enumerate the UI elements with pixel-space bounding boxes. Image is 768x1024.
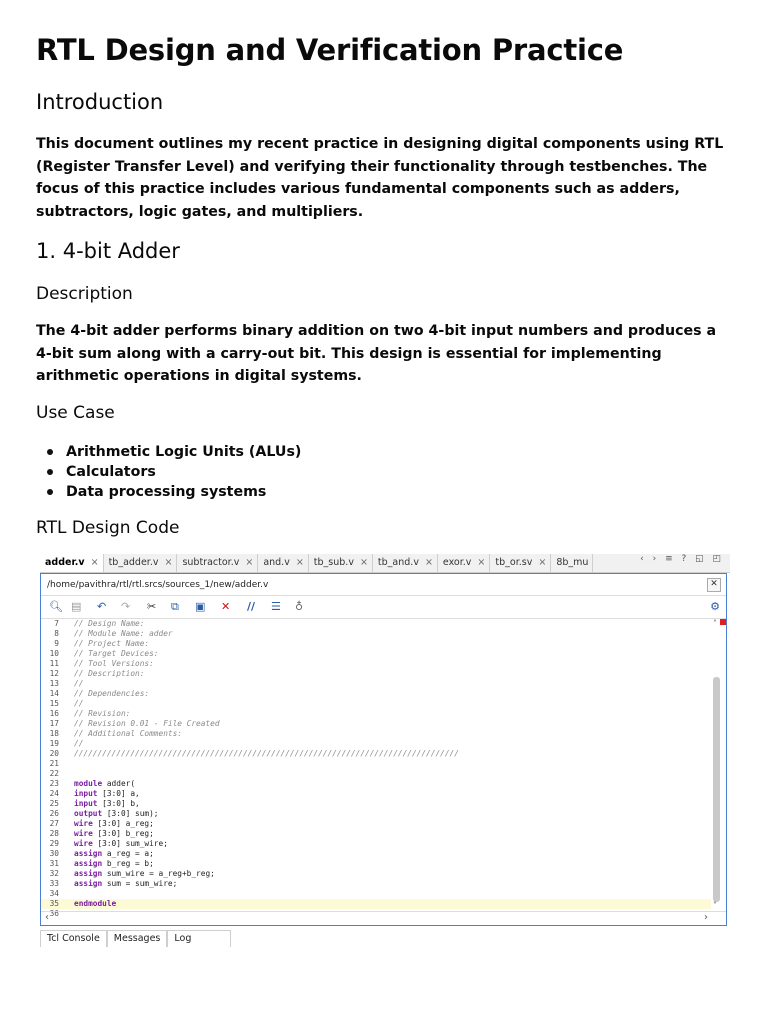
delete-icon[interactable]: ✕ — [221, 600, 231, 613]
editor-tab[interactable] — [373, 554, 438, 572]
code-line — [41, 759, 711, 769]
list-item: Arithmetic Logic Units (ALUs) — [44, 442, 301, 462]
line-number: 35 — [49, 899, 59, 908]
code-text: // Design Name: — [74, 619, 145, 628]
code-text: assign sum = sum_wire; — [74, 879, 178, 888]
editor-tab[interactable] — [551, 554, 593, 572]
line-number: 33 — [49, 879, 59, 888]
line-number: 14 — [49, 689, 59, 698]
horizontal-scrollbar[interactable] — [41, 911, 726, 926]
line-number: 27 — [49, 819, 59, 828]
code-line — [41, 769, 711, 779]
editor-tab-label: adder.v — [45, 557, 85, 568]
code-text: // Revision 0.01 - File Created — [74, 719, 220, 728]
save-icon[interactable]: ▤ — [71, 600, 82, 613]
line-number: 13 — [49, 679, 59, 688]
line-number: 7 — [54, 619, 59, 628]
code-line — [41, 829, 711, 839]
editor-tab[interactable] — [490, 554, 551, 572]
line-number: 29 — [49, 839, 59, 848]
list-item: Calculators — [44, 462, 301, 482]
line-number: 23 — [49, 779, 59, 788]
line-number: 28 — [49, 829, 59, 838]
editor-tab-bar — [40, 554, 730, 573]
close-icon[interactable]: ✕ — [707, 578, 721, 592]
line-number: 19 — [49, 739, 59, 748]
code-line — [41, 689, 711, 699]
line-number: 25 — [49, 799, 59, 808]
code-keyword: assign — [74, 869, 103, 878]
line-number: 9 — [54, 639, 59, 648]
editor-tab-label: subtractor.v — [182, 557, 240, 568]
code-line — [41, 809, 711, 819]
line-number: 21 — [49, 759, 59, 768]
line-number: 8 — [54, 629, 59, 638]
line-number: 15 — [49, 699, 59, 708]
code-text: assign sum_wire = a_reg+b_reg; — [74, 869, 215, 878]
tab-close-icon[interactable]: × — [164, 557, 173, 568]
code-keyword: input — [74, 789, 98, 798]
line-number: 34 — [49, 889, 59, 898]
code-text: // Project Name: — [74, 639, 150, 648]
tab-close-icon[interactable]: × — [245, 557, 254, 568]
code-text: // Additional Comments: — [74, 729, 182, 738]
tab-close-icon[interactable]: × — [359, 557, 368, 568]
line-number: 11 — [49, 659, 59, 668]
tab-messages[interactable]: Messages — [107, 930, 168, 947]
code-line — [41, 749, 711, 759]
editor-tab-label: tb_or.sv — [495, 557, 533, 568]
editor-tab[interactable] — [177, 554, 258, 572]
code-line — [41, 719, 711, 729]
code-line — [41, 869, 711, 879]
code-text: assign b_reg = b; — [74, 859, 154, 868]
code-text: input [3:0] a, — [74, 789, 140, 798]
code-text: ////////////////////////////////////////////////////////////////////////////////// — [74, 749, 459, 758]
bulb-icon[interactable]: ♁ — [295, 600, 304, 613]
scrollbar-thumb[interactable] — [713, 677, 720, 902]
use-case-list — [44, 442, 301, 502]
editor-tab-label: and.v — [263, 557, 290, 568]
code-keyword: assign — [74, 879, 103, 888]
code-text: output [3:0] sum); — [74, 809, 159, 818]
code-area[interactable] — [41, 619, 711, 919]
scroll-down-icon[interactable]: ˅ — [713, 901, 717, 910]
tab-tcl-console[interactable]: Tcl Console — [40, 930, 107, 947]
line-number: 22 — [49, 769, 59, 778]
scroll-right-icon[interactable]: › — [704, 912, 708, 923]
code-keyword: endmodule — [74, 899, 117, 908]
code-text: // — [74, 679, 84, 688]
tab-close-icon[interactable]: × — [424, 557, 433, 568]
file-path-bar — [41, 574, 726, 596]
tab-close-icon[interactable]: × — [90, 557, 99, 568]
indent-icon[interactable]: ☰ — [271, 600, 281, 613]
use-case-heading: Use Case — [36, 403, 115, 423]
line-number: 16 — [49, 709, 59, 718]
line-number: 26 — [49, 809, 59, 818]
line-number: 17 — [49, 719, 59, 728]
tab-log[interactable]: Log — [167, 930, 231, 947]
line-number: 20 — [49, 749, 59, 758]
tab-close-icon[interactable]: × — [295, 557, 304, 568]
description-paragraph: The 4-bit adder performs binary addition on two 4-bit input numbers and produces a 4-bit sum along with a carry-out bit. This design is essential for implementing arithmetic operations in digital systems. — [36, 323, 717, 384]
section-adder-heading: 1. 4-bit Adder — [36, 239, 180, 263]
tab-controls[interactable]: ‹ › ≡ ? ◱ ◰ — [640, 554, 724, 564]
editor-tab[interactable] — [438, 554, 490, 572]
undo-icon[interactable]: ↶ — [97, 600, 107, 613]
code-keyword: assign — [74, 859, 103, 868]
code-editor[interactable] — [41, 619, 726, 918]
code-text: wire [3:0] a_reg; — [74, 819, 154, 828]
code-text: wire [3:0] b_reg; — [74, 829, 154, 838]
line-number: 31 — [49, 859, 59, 868]
editor-tab-label: 8b_mu — [556, 557, 589, 568]
page-title: RTL Design and Verification Practice — [36, 33, 624, 67]
copy-icon[interactable]: ⧉ — [171, 600, 179, 613]
code-text: // — [74, 739, 84, 748]
code-keyword: input — [74, 799, 98, 808]
code-line — [41, 839, 711, 849]
introduction-paragraph: This document outlines my recent practice in designing digital components using RTL (Register Transfer Level) and verifying their functionality through testbenches. The focus of this practice includes various fundamental components such as adders, subtractors, logic gates, and multipliers. — [36, 136, 724, 220]
comment-icon[interactable]: // — [247, 600, 256, 613]
code-line — [41, 669, 711, 679]
ide-screenshot — [40, 552, 730, 946]
cut-icon[interactable]: ✂ — [147, 600, 157, 613]
editor-toolbar — [41, 596, 726, 619]
editor-tab[interactable] — [309, 554, 373, 572]
code-keyword: assign — [74, 849, 103, 858]
editor-tab[interactable] — [258, 554, 308, 572]
code-line — [41, 679, 711, 689]
code-text: // — [74, 699, 84, 708]
paste-icon[interactable]: ▣ — [195, 600, 206, 613]
code-keyword: output — [74, 809, 103, 818]
code-line — [41, 639, 711, 649]
code-line — [41, 879, 711, 889]
code-keyword: module — [74, 779, 103, 788]
code-line — [41, 799, 711, 809]
code-text: // Description: — [74, 669, 145, 678]
editor-tab-label: exor.v — [442, 557, 472, 568]
line-number: 30 — [49, 849, 59, 858]
code-line — [41, 859, 711, 869]
code-line — [41, 729, 711, 739]
editor-tab-label: tb_and.v — [377, 557, 419, 568]
line-number: 32 — [49, 869, 59, 878]
code-line — [41, 629, 711, 639]
code-text: // Module Name: adder — [74, 629, 173, 638]
code-text: // Target Devices: — [74, 649, 159, 658]
code-keyword: wire — [74, 819, 93, 828]
code-line — [41, 789, 711, 799]
code-keyword: wire — [74, 839, 93, 848]
settings-icon[interactable]: ⚙ — [710, 600, 720, 613]
bottom-panel-tabs — [40, 930, 231, 946]
code-text: // Revision: — [74, 709, 131, 718]
scroll-left-icon[interactable]: ‹ — [45, 912, 49, 923]
code-line — [41, 619, 711, 629]
line-number: 36 — [49, 909, 59, 918]
tab-close-icon[interactable]: × — [477, 557, 486, 568]
code-line — [41, 889, 711, 899]
code-text: module adder( — [74, 779, 136, 788]
line-number: 24 — [49, 789, 59, 798]
code-text: assign a_reg = a; — [74, 849, 154, 858]
editor-tab-label: tb_adder.v — [108, 557, 159, 568]
code-line — [41, 899, 711, 909]
vertical-scrollbar[interactable] — [713, 621, 720, 911]
code-text: // Tool Versions: — [74, 659, 154, 668]
code-line — [41, 659, 711, 669]
rtl-code-heading: RTL Design Code — [36, 518, 180, 538]
line-number: 18 — [49, 729, 59, 738]
scroll-up-icon[interactable]: ˄ — [713, 619, 717, 628]
file-path: /home/pavithra/rtl/rtl.srcs/sources_1/new/adder.v — [47, 580, 269, 590]
description-heading: Description — [36, 284, 133, 304]
code-text: wire [3:0] sum_wire; — [74, 839, 168, 848]
error-marker — [720, 619, 726, 625]
code-text: input [3:0] b, — [74, 799, 140, 808]
code-line — [41, 849, 711, 859]
redo-icon[interactable]: ↷ — [121, 600, 131, 613]
code-line — [41, 779, 711, 789]
line-number: 10 — [49, 649, 59, 658]
code-text: // Dependencies: — [74, 689, 150, 698]
introduction-heading: Introduction — [36, 90, 164, 114]
editor-tab[interactable] — [40, 554, 104, 572]
code-keyword: wire — [74, 829, 93, 838]
list-item: Data processing systems — [44, 482, 301, 502]
code-line — [41, 739, 711, 749]
editor-tab[interactable] — [104, 554, 178, 572]
code-line — [41, 709, 711, 719]
line-number: 12 — [49, 669, 59, 678]
tab-close-icon[interactable]: × — [538, 557, 547, 568]
editor-frame — [40, 573, 727, 926]
code-text — [74, 899, 116, 909]
search-icon[interactable]: 🔍︎ — [49, 600, 63, 613]
editor-tab-label: tb_sub.v — [313, 557, 354, 568]
code-line — [41, 699, 711, 709]
code-line — [41, 819, 711, 829]
code-line — [41, 649, 711, 659]
